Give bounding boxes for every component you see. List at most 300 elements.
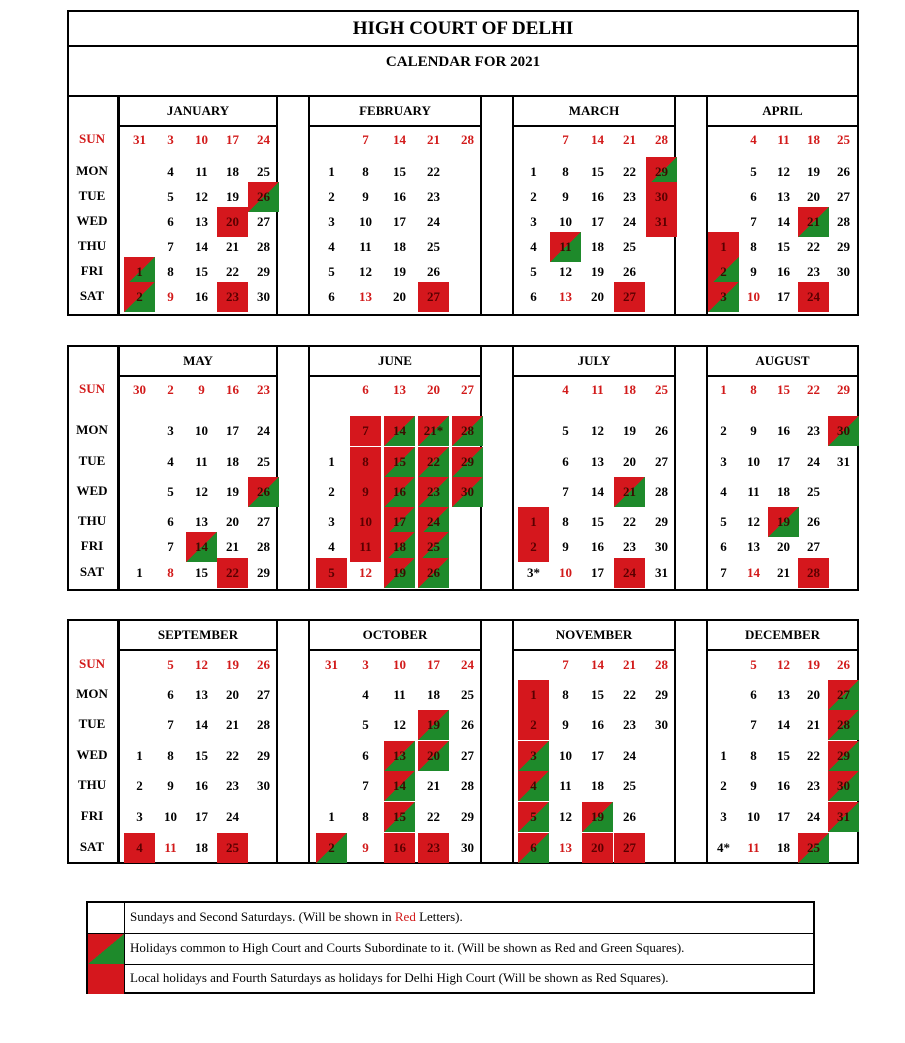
date-cell: 10 bbox=[747, 809, 760, 824]
date-cell: 18 bbox=[226, 454, 239, 469]
day-label-sat: SAT bbox=[79, 839, 105, 854]
date-cell: 7 bbox=[167, 539, 174, 554]
date-cell: 18 bbox=[591, 778, 604, 793]
date-cell: 25 bbox=[418, 532, 449, 562]
date-cell: 18 bbox=[591, 239, 604, 254]
date-cell: 22 bbox=[427, 809, 440, 824]
date-cell: 1 bbox=[136, 565, 143, 580]
date-cell: 14 bbox=[393, 132, 406, 147]
date-cell: 26 bbox=[807, 514, 820, 529]
date-cell: 2 bbox=[530, 189, 537, 204]
date-cell: 28 bbox=[655, 132, 668, 147]
date-cell: 25 bbox=[798, 833, 829, 863]
date-cell: 25 bbox=[655, 382, 668, 397]
date-cell: 28 bbox=[837, 214, 850, 229]
date-cell: 30 bbox=[461, 840, 474, 855]
day-label-tue: TUE bbox=[78, 716, 106, 731]
date-cell: 12 bbox=[195, 484, 208, 499]
date-cell: 31 bbox=[133, 132, 146, 147]
day-label-thu: THU bbox=[77, 777, 107, 792]
date-cell: 1 bbox=[328, 809, 335, 824]
date-cell: 27 bbox=[257, 514, 270, 529]
day-label-mon: MON bbox=[76, 686, 108, 701]
date-cell: 3 bbox=[167, 423, 174, 438]
date-cell: 28 bbox=[798, 558, 829, 588]
date-cell: 1 bbox=[124, 257, 155, 287]
date-cell: 2 bbox=[328, 484, 335, 499]
day-label-mon: MON bbox=[76, 422, 108, 437]
date-cell: 17 bbox=[427, 657, 440, 672]
date-cell: 11 bbox=[559, 778, 572, 793]
date-cell: 10 bbox=[195, 132, 208, 147]
date-cell: 15 bbox=[195, 565, 208, 580]
date-cell: 26 bbox=[461, 717, 474, 732]
month-title: SEPTEMBER bbox=[120, 621, 276, 651]
date-cell: 10 bbox=[164, 809, 177, 824]
date-cell: 8 bbox=[350, 447, 381, 477]
legend-row-red-letters bbox=[88, 903, 813, 934]
day-label-wed: WED bbox=[76, 483, 108, 498]
date-cell: 24 bbox=[257, 423, 270, 438]
date-cell: 20 bbox=[418, 741, 449, 771]
date-cell: 23 bbox=[418, 477, 449, 507]
date-cell: 6 bbox=[167, 214, 174, 229]
date-cell: 8 bbox=[167, 565, 174, 580]
date-cell: 13 bbox=[195, 514, 208, 529]
date-cell: 1 bbox=[518, 507, 549, 537]
legend-row-red-green bbox=[88, 934, 813, 965]
date-cell: 25 bbox=[623, 778, 636, 793]
date-cell: 22 bbox=[623, 687, 636, 702]
date-cell: 29 bbox=[452, 447, 483, 477]
date-cell: 31 bbox=[655, 565, 668, 580]
date-cell: 26 bbox=[655, 423, 668, 438]
date-cell: 27 bbox=[461, 382, 474, 397]
day-label-wed: WED bbox=[76, 747, 108, 762]
date-cell: 24 bbox=[798, 282, 829, 312]
date-cell: 1 bbox=[328, 454, 335, 469]
date-cell: 9 bbox=[167, 778, 174, 793]
month-title: JULY bbox=[514, 347, 674, 377]
legend-row-red bbox=[88, 964, 813, 994]
date-cell: 23 bbox=[623, 717, 636, 732]
date-cell: 2 bbox=[167, 382, 174, 397]
date-cell: 20 bbox=[807, 189, 820, 204]
date-cell: 16 bbox=[393, 189, 406, 204]
date-cell: 27 bbox=[828, 680, 859, 710]
date-cell: 13 bbox=[777, 687, 790, 702]
date-cell: 20 bbox=[777, 539, 790, 554]
date-cell: 30 bbox=[828, 416, 859, 446]
date-cell: 5 bbox=[167, 484, 174, 499]
date-cell: 18 bbox=[777, 484, 790, 499]
date-cell: 14 bbox=[747, 565, 760, 580]
date-cell: 21 bbox=[226, 239, 239, 254]
date-cell: 11 bbox=[747, 484, 760, 499]
date-cell: 7 bbox=[562, 657, 569, 672]
date-cell: 16 bbox=[591, 717, 604, 732]
date-cell: 11 bbox=[195, 164, 208, 179]
legend-text: Local holidays and Fourth Saturdays as holidays for Delhi High Court (Will be shown as Red Squares). bbox=[130, 970, 669, 985]
month-title: DECEMBER bbox=[708, 621, 857, 651]
date-cell: 3 bbox=[136, 809, 143, 824]
date-cell: 23 bbox=[257, 382, 270, 397]
date-cell: 13 bbox=[559, 289, 572, 304]
date-cell: 24 bbox=[807, 454, 820, 469]
date-cell: 20 bbox=[582, 833, 613, 863]
date-cell: 28 bbox=[257, 239, 270, 254]
date-cell: 24 bbox=[623, 214, 636, 229]
day-label-sun: SUN bbox=[78, 381, 105, 396]
date-cell: 15 bbox=[777, 239, 790, 254]
date-cell: 22 bbox=[623, 164, 636, 179]
date-cell: 3 bbox=[708, 282, 739, 312]
date-cell: 21 bbox=[807, 717, 820, 732]
date-cell: 2 bbox=[124, 282, 155, 312]
date-cell: 22 bbox=[217, 558, 248, 588]
date-cell: 28 bbox=[461, 132, 474, 147]
date-cell: 5 bbox=[328, 264, 335, 279]
date-cell: 12 bbox=[393, 717, 406, 732]
date-cell: 11 bbox=[550, 232, 581, 262]
date-cell: 9 bbox=[750, 778, 757, 793]
date-cell: 1 bbox=[518, 680, 549, 710]
date-cell: 8 bbox=[562, 687, 569, 702]
date-cell: 26 bbox=[623, 264, 636, 279]
date-cell: 11 bbox=[350, 532, 381, 562]
date-cell: 22 bbox=[807, 748, 820, 763]
date-cell: 25 bbox=[807, 484, 820, 499]
date-cell: 12 bbox=[777, 657, 790, 672]
date-cell: 27 bbox=[257, 214, 270, 229]
date-cell: 25 bbox=[623, 239, 636, 254]
date-cell: 15 bbox=[384, 802, 415, 832]
date-cell: 11 bbox=[164, 840, 177, 855]
date-cell: 25 bbox=[461, 687, 474, 702]
date-cell: 27 bbox=[807, 539, 820, 554]
date-cell: 18 bbox=[384, 532, 415, 562]
date-cell: 26 bbox=[837, 657, 850, 672]
date-cell: 4 bbox=[530, 239, 537, 254]
date-cell: 14 bbox=[777, 717, 790, 732]
day-label-tue: TUE bbox=[78, 453, 106, 468]
date-cell: 11 bbox=[359, 239, 372, 254]
date-cell: 8 bbox=[562, 514, 569, 529]
date-cell: 12 bbox=[195, 657, 208, 672]
date-cell: 6 bbox=[518, 833, 549, 863]
day-label-fri: FRI bbox=[80, 538, 104, 553]
month-title: JUNE bbox=[310, 347, 480, 377]
date-cell: 17 bbox=[226, 423, 239, 438]
day-label-sat: SAT bbox=[79, 288, 105, 303]
date-cell: 4 bbox=[328, 539, 335, 554]
date-cell: 4 bbox=[562, 382, 569, 397]
date-cell: 17 bbox=[195, 809, 208, 824]
date-cell: 21 bbox=[226, 717, 239, 732]
date-cell: 17 bbox=[393, 214, 406, 229]
date-cell: 27 bbox=[837, 189, 850, 204]
date-cell: 6 bbox=[362, 748, 369, 763]
date-cell: 25 bbox=[837, 132, 850, 147]
date-cell: 12 bbox=[359, 565, 372, 580]
date-cell: 25 bbox=[217, 833, 248, 863]
date-cell: 30 bbox=[452, 477, 483, 507]
day-label-thu: THU bbox=[77, 238, 107, 253]
month-title: JANUARY bbox=[120, 97, 276, 127]
date-cell: 29 bbox=[646, 157, 677, 187]
date-cell: 22 bbox=[623, 514, 636, 529]
date-cell: 6 bbox=[328, 289, 335, 304]
date-cell: 17 bbox=[591, 565, 604, 580]
date-cell: 2 bbox=[720, 423, 727, 438]
date-cell: 9 bbox=[562, 189, 569, 204]
date-cell: 17 bbox=[591, 748, 604, 763]
date-cell: 22 bbox=[226, 748, 239, 763]
date-cell: 20 bbox=[393, 289, 406, 304]
date-cell: 19 bbox=[807, 164, 820, 179]
date-cell: 1 bbox=[720, 748, 727, 763]
date-cell: 9 bbox=[362, 840, 369, 855]
date-cell: 14 bbox=[195, 239, 208, 254]
date-cell: 21 bbox=[798, 207, 829, 237]
date-cell: 4 bbox=[518, 771, 549, 801]
date-cell: 15 bbox=[591, 514, 604, 529]
date-cell: 14 bbox=[186, 532, 217, 562]
date-cell: 4 bbox=[167, 164, 174, 179]
date-cell: 1 bbox=[136, 748, 143, 763]
date-cell: 6 bbox=[530, 289, 537, 304]
date-cell: 6 bbox=[362, 382, 369, 397]
date-cell: 3 bbox=[530, 214, 537, 229]
day-label-sun: SUN bbox=[78, 131, 105, 146]
day-label-fri: FRI bbox=[80, 808, 104, 823]
date-cell: 15 bbox=[591, 164, 604, 179]
date-cell: 12 bbox=[591, 423, 604, 438]
date-cell: 19 bbox=[384, 558, 415, 588]
date-cell: 2 bbox=[136, 778, 143, 793]
date-cell: 16 bbox=[384, 477, 415, 507]
date-cell: 18 bbox=[226, 164, 239, 179]
date-cell: 17 bbox=[777, 809, 790, 824]
date-cell: 5 bbox=[167, 189, 174, 204]
calendar-subtitle: CALENDAR FOR 2021 bbox=[67, 45, 859, 97]
date-cell: 8 bbox=[750, 382, 757, 397]
date-cell: 29 bbox=[655, 514, 668, 529]
date-cell: 28 bbox=[257, 539, 270, 554]
date-cell: 6 bbox=[167, 514, 174, 529]
date-cell: 29 bbox=[257, 748, 270, 763]
day-label-mon: MON bbox=[76, 163, 108, 178]
date-cell: 26 bbox=[427, 264, 440, 279]
date-cell: 15 bbox=[777, 748, 790, 763]
date-cell: 19 bbox=[393, 264, 406, 279]
date-cell: 30 bbox=[133, 382, 146, 397]
date-cell: 30 bbox=[257, 289, 270, 304]
day-label-thu: THU bbox=[77, 513, 107, 528]
date-cell: 12 bbox=[559, 809, 572, 824]
date-cell: 8 bbox=[750, 239, 757, 254]
date-cell: 26 bbox=[837, 164, 850, 179]
date-cell: 14 bbox=[591, 484, 604, 499]
date-cell: 24 bbox=[614, 558, 645, 588]
date-cell: 4 bbox=[167, 454, 174, 469]
date-cell: 19 bbox=[226, 657, 239, 672]
month-title: OCTOBER bbox=[310, 621, 480, 651]
date-cell: 14 bbox=[591, 132, 604, 147]
date-cell: 13 bbox=[747, 539, 760, 554]
date-cell: 5 bbox=[720, 514, 727, 529]
date-cell: 11 bbox=[393, 687, 406, 702]
date-cell: 12 bbox=[559, 264, 572, 279]
date-cell: 17 bbox=[777, 454, 790, 469]
date-cell: 24 bbox=[427, 214, 440, 229]
date-cell: 13 bbox=[384, 741, 415, 771]
date-cell: 20 bbox=[623, 454, 636, 469]
date-cell: 22 bbox=[807, 239, 820, 254]
date-cell: 16 bbox=[195, 289, 208, 304]
date-cell: 3 bbox=[518, 741, 549, 771]
date-cell: 4 bbox=[362, 687, 369, 702]
date-cell: 29 bbox=[655, 687, 668, 702]
date-cell: 6 bbox=[167, 687, 174, 702]
date-cell: 8 bbox=[362, 809, 369, 824]
day-label-sat: SAT bbox=[79, 564, 105, 579]
date-cell: 8 bbox=[167, 748, 174, 763]
date-cell: 23 bbox=[427, 189, 440, 204]
date-cell: 26 bbox=[248, 182, 279, 212]
date-cell: 19 bbox=[582, 802, 613, 832]
date-cell: 13 bbox=[393, 382, 406, 397]
date-cell: 2 bbox=[518, 710, 549, 740]
month-title: AUGUST bbox=[708, 347, 857, 377]
date-cell: 13 bbox=[777, 189, 790, 204]
date-cell: 18 bbox=[807, 132, 820, 147]
date-cell: 23 bbox=[807, 264, 820, 279]
date-cell: 6 bbox=[720, 539, 727, 554]
month-title: MARCH bbox=[514, 97, 674, 127]
date-cell: 10 bbox=[350, 507, 381, 537]
date-cell: 3 bbox=[720, 454, 727, 469]
date-cell: 26 bbox=[257, 657, 270, 672]
date-cell: 14 bbox=[195, 717, 208, 732]
date-cell: 7 bbox=[362, 132, 369, 147]
date-cell: 14 bbox=[777, 214, 790, 229]
date-cell: 30 bbox=[828, 771, 859, 801]
month-title: FEBRUARY bbox=[310, 97, 480, 127]
date-cell: 18 bbox=[195, 840, 208, 855]
date-cell: 10 bbox=[559, 214, 572, 229]
date-cell: 24 bbox=[461, 657, 474, 672]
date-cell: 20 bbox=[427, 382, 440, 397]
date-cell: 5 bbox=[518, 802, 549, 832]
date-cell: 10 bbox=[747, 454, 760, 469]
date-cell: 14 bbox=[384, 416, 415, 446]
legend-swatch-red bbox=[88, 964, 125, 994]
date-cell: 11 bbox=[747, 840, 760, 855]
date-cell: 30 bbox=[655, 717, 668, 732]
date-cell: 2 bbox=[518, 532, 549, 562]
date-cell: 23 bbox=[623, 539, 636, 554]
date-cell: 31 bbox=[325, 657, 338, 672]
date-cell: 24 bbox=[623, 748, 636, 763]
date-cell: 14 bbox=[384, 771, 415, 801]
date-cell: 24 bbox=[226, 809, 239, 824]
date-cell: 12 bbox=[747, 514, 760, 529]
day-label-sun: SUN bbox=[78, 656, 105, 671]
date-cell: 13 bbox=[559, 840, 572, 855]
date-cell: 30 bbox=[655, 539, 668, 554]
date-cell: 2 bbox=[316, 833, 347, 863]
date-cell: 15 bbox=[591, 687, 604, 702]
date-cell: 27 bbox=[461, 748, 474, 763]
date-cell: 21 bbox=[623, 132, 636, 147]
date-cell: 19 bbox=[591, 264, 604, 279]
date-cell: 19 bbox=[768, 507, 799, 537]
date-cell: 23 bbox=[217, 282, 248, 312]
date-cell: 27 bbox=[257, 687, 270, 702]
date-cell: 27 bbox=[655, 454, 668, 469]
month-title: APRIL bbox=[708, 97, 857, 127]
date-cell: 27 bbox=[614, 282, 645, 312]
date-cell: 1 bbox=[708, 232, 739, 262]
date-cell: 20 bbox=[226, 514, 239, 529]
date-cell: 23 bbox=[623, 189, 636, 204]
date-cell: 4 bbox=[750, 132, 757, 147]
date-cell: 31 bbox=[828, 802, 859, 832]
date-cell: 30 bbox=[837, 264, 850, 279]
date-cell: 9 bbox=[750, 264, 757, 279]
date-cell: 22 bbox=[226, 264, 239, 279]
day-label-wed: WED bbox=[76, 213, 108, 228]
date-cell: 21 bbox=[623, 657, 636, 672]
date-cell: 11 bbox=[591, 382, 604, 397]
date-cell: 29 bbox=[837, 239, 850, 254]
date-cell: 16 bbox=[384, 833, 415, 863]
date-cell: 7 bbox=[720, 565, 727, 580]
date-cell: 14 bbox=[591, 657, 604, 672]
date-cell: 19 bbox=[226, 484, 239, 499]
date-cell: 3 bbox=[328, 214, 335, 229]
date-cell: 1 bbox=[328, 164, 335, 179]
date-cell: 30 bbox=[257, 778, 270, 793]
date-cell: 28 bbox=[461, 778, 474, 793]
date-cell: 8 bbox=[562, 164, 569, 179]
date-cell: 10 bbox=[195, 423, 208, 438]
date-cell: 10 bbox=[559, 748, 572, 763]
date-cell: 23 bbox=[807, 778, 820, 793]
date-cell: 29 bbox=[257, 264, 270, 279]
date-cell: 22 bbox=[427, 164, 440, 179]
date-cell: 25 bbox=[427, 239, 440, 254]
date-cell: 7 bbox=[562, 484, 569, 499]
date-cell: 13 bbox=[195, 687, 208, 702]
date-cell: 23 bbox=[226, 778, 239, 793]
legend bbox=[86, 901, 815, 994]
date-cell: 9 bbox=[167, 289, 174, 304]
date-cell: 8 bbox=[362, 164, 369, 179]
date-cell: 18 bbox=[623, 382, 636, 397]
date-cell: 2 bbox=[328, 189, 335, 204]
date-cell: 3 bbox=[328, 514, 335, 529]
date-cell: 21 bbox=[777, 565, 790, 580]
date-cell: 5 bbox=[562, 423, 569, 438]
date-cell: 12 bbox=[195, 189, 208, 204]
date-cell: 11 bbox=[777, 132, 790, 147]
date-cell: 9 bbox=[562, 717, 569, 732]
date-cell: 30 bbox=[646, 182, 677, 212]
date-cell: 9 bbox=[362, 189, 369, 204]
date-cell: 13 bbox=[591, 454, 604, 469]
